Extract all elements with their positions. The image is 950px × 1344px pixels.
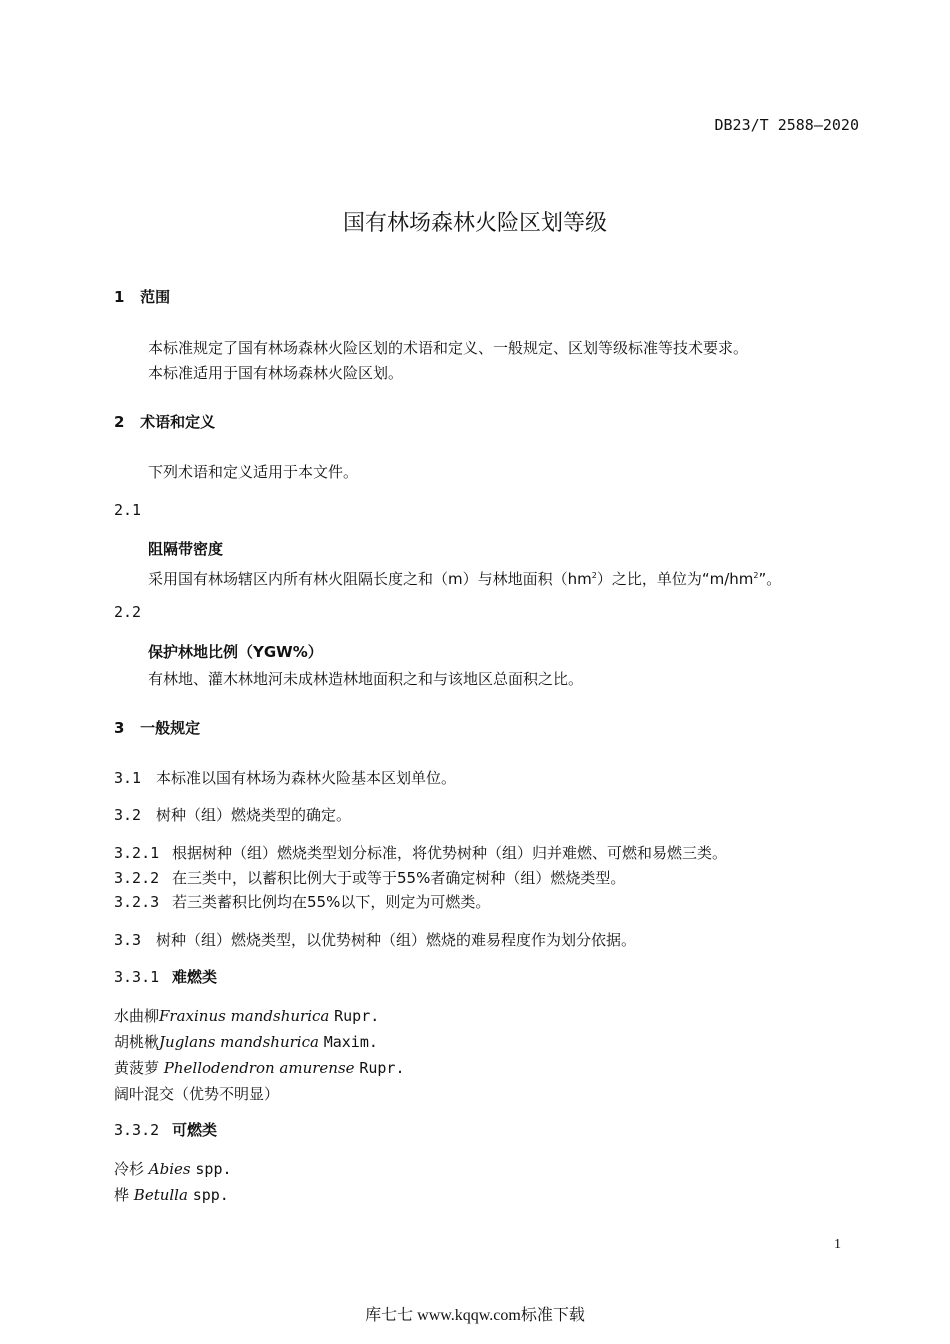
species-cn: 胡桃楸 [114,1033,160,1051]
superscript: 2 [753,571,759,580]
clause-number: 3.1 [114,769,142,787]
clause-number: 3.3.1 [114,968,160,986]
section-number: 2 [114,413,125,431]
term-definition [148,566,781,589]
section-number: 1 [114,288,125,306]
definition-text: ”。 [758,570,782,588]
species-cn: 水曲柳 [114,1007,160,1025]
paragraph: 本标准规定了国有林场森林火险区划的术语和定义、一般规定、区划等级标准等技术要求。 [148,339,749,357]
paragraph: 本标准适用于国有林场森林火险区划。 [148,364,404,382]
species-cn: 冷杉 [114,1160,145,1178]
species-latin: Juglans mandshurica [159,1033,319,1051]
page-number: 1 [834,1237,841,1252]
term-number: 2.2 [114,603,142,621]
species-cn: 黄菠萝 [114,1059,160,1077]
clause-3-2-3 [114,892,490,912]
footer-watermark: 库七七 www.kqqw.com标准下载 [365,1307,585,1324]
clause-text: 本标准以国有林场为森林火险基本区划单位。 [156,769,457,787]
species-item [114,1159,232,1179]
clause-3-3-1-heading [114,967,217,987]
clause-text: 根据树种（组）燃烧类型划分标准，将优势树种（组）归并难燃、可燃和易燃三类。 [172,844,728,862]
clause-3-3-2-heading [114,1120,217,1140]
clause-number: 3.2.2 [114,869,160,887]
clause-number: 3.3.2 [114,1121,160,1139]
term-title: 阻隔带密度 [148,540,224,558]
clause-text: 在三类中，以蓄积比例大于或等于55%者确定树种（组）燃烧类型。 [172,869,626,887]
clause-3-2-2 [114,868,625,888]
standard-code: DB23/T 2588—2020 [714,116,859,134]
clause-text: 树种（组）燃烧类型，以优势树种（组）燃烧的难易程度作为划分依据。 [156,931,637,949]
clause-3-1 [114,768,456,788]
species-author: spp. [192,1186,229,1204]
section-title: 术语和定义 [140,413,216,431]
species-latin: Phellodendron amurense [163,1059,355,1077]
species-item [114,1006,379,1026]
species-author: spp. [195,1160,232,1178]
clause-number: 3.2.3 [114,893,160,911]
species-author: Maxim. [323,1033,378,1051]
species-item [114,1058,404,1078]
term-definition: 有林地、灌木林地河未成林造林地面积之和与该地区总面积之比。 [148,670,584,688]
species-latin: Betulla [133,1186,188,1204]
clause-3-3 [114,930,636,950]
section-3-heading [114,718,200,738]
clause-title: 可燃类 [172,1121,218,1139]
species-item [114,1084,279,1104]
paragraph: 下列术语和定义适用于本文件。 [148,463,359,481]
section-1-heading [114,287,170,307]
species-latin: Abies [148,1160,191,1178]
section-title: 一般规定 [140,719,201,737]
superscript: 2 [591,571,597,580]
clause-title: 难燃类 [172,968,218,986]
clause-number: 3.2.1 [114,844,160,862]
clause-text: 若三类蓄积比例均在55%以下，则定为可燃类。 [172,893,491,911]
species-author: Rupr. [359,1059,405,1077]
definition-text: 采用国有林场辖区内所有林火阻隔长度之和（m）与林地面积（hm [148,570,592,588]
clause-number: 3.2 [114,806,142,824]
clause-3-2-1 [114,843,727,863]
species-latin: Fraxinus mandshurica [159,1007,330,1025]
clause-text: 树种（组）燃烧类型的确定。 [156,806,352,824]
section-title: 范围 [140,288,171,306]
species-cn: 桦 [114,1186,130,1204]
species-author: Rupr. [334,1007,380,1025]
term-number: 2.1 [114,501,142,519]
species-cn: 阔叶混交（优势不明显） [114,1085,280,1103]
page-title: 国有林场森林火险区划等级 [342,211,607,236]
clause-number: 3.3 [114,931,142,949]
term-title: 保护林地比例（YGW%） [148,643,323,661]
definition-text: ）之比，单位为“m/hm [596,570,754,588]
section-2-heading [114,412,215,432]
species-item [114,1032,378,1052]
species-item [114,1185,229,1205]
section-number: 3 [114,719,125,737]
clause-3-2 [114,805,351,825]
